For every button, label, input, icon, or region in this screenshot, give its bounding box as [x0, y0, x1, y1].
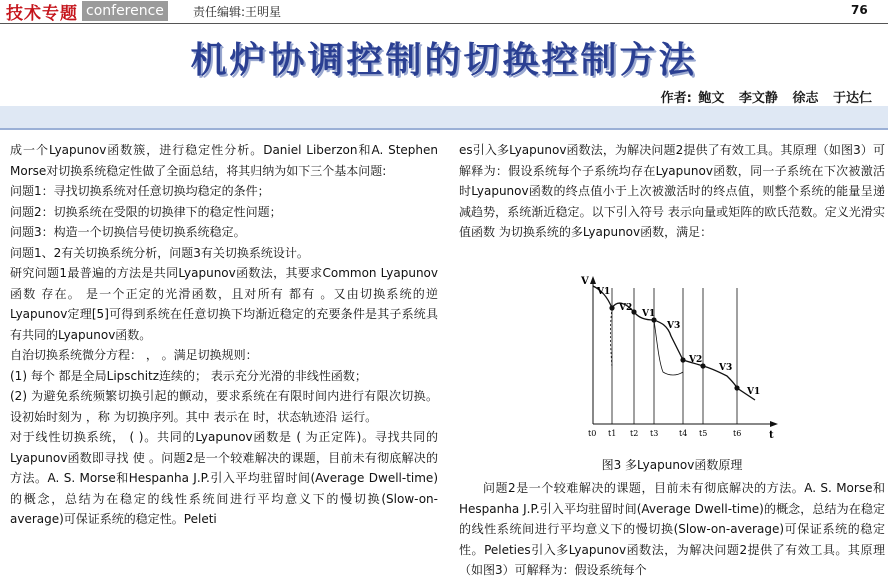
paragraph: 自治切换系统微分方程： ， 。满足切换规则： [10, 348, 258, 362]
paragraph: 问题2：切换系统在受限的切换律下的稳定性问题； [10, 204, 282, 219]
author-name: 李文静 [738, 91, 778, 106]
paragraph: 成一个Lyapunov函数簇，进行稳定性分析。Daniel Liberzon和A. Stephen Morse对切换系统稳定性做了全面总结，将其归纳为如下三个基本问题: [10, 143, 438, 178]
page-number: 76 [851, 3, 868, 17]
tick-label: t0 [588, 429, 597, 438]
author-name: 鲍文 [698, 91, 725, 106]
curve-label: V3 [719, 363, 733, 373]
y-axis-label: V [581, 276, 589, 287]
figure-svg [579, 272, 779, 442]
section-brand [6, 0, 168, 22]
section-tag: conference [82, 1, 168, 21]
paragraph: 问题3：构造一个切换信号使切换系统稳定。 [10, 225, 246, 239]
right-column [459, 140, 885, 243]
figure-caption: 图3 多Lyapunov函数原理 [601, 458, 743, 472]
tick-label: t1 [608, 429, 617, 438]
paragraph: 研究问题1最普遍的方法是共同Lyapunov函数法，其要求Common Lyapunov函数 存在。 是一个正定的光滑函数，且对所有 都有 。又由切换系统的逆Lyapunov定理[5]可得到系统在任意切换下均渐近稳定的充要条件是其子系统具有共同的Lyapunov函数。 [10, 266, 438, 342]
switch-point [734, 385, 739, 390]
right-column-continued [459, 478, 885, 581]
lyapunov-curve [593, 286, 755, 400]
editor-credit: 责任编辑:王明星 [193, 5, 282, 19]
tick-label: t3 [650, 429, 659, 438]
paragraph: (1) 每个 都是全局Lipschitz连续的； 表示充分光滑的非线性函数； [10, 368, 367, 383]
tick-label: t2 [630, 429, 639, 438]
curve-label: V2 [689, 355, 703, 365]
curve-label: V2 [619, 303, 633, 313]
section-name: 技术专题 [6, 3, 78, 24]
figure-lyapunov [579, 272, 779, 442]
tick-label: t5 [699, 429, 708, 438]
author-name: 于达仁 [832, 91, 872, 106]
article-title: 机炉协调控制的切换控制方法 [190, 40, 698, 81]
y-axis-arrow [590, 276, 596, 284]
author-label: 作者: [660, 91, 692, 106]
paragraph: 问题2是一个较难解决的课题，目前未有彻底解决的方法。A. S. Morse和Hespanha J.P.引入平均驻留时间(Average Dwell-time)的概念，总结为在稳定的线性系统间进行平均意义下的慢切换(Slow-on-average)可保证系统的稳定性。Peleties引入多Lyapunov函数法，为解决问题2提供了有效工具。其原理（如图3）可解释为：假设系统每个 [459, 481, 885, 577]
tick-label: t4 [679, 429, 688, 438]
x-axis-arrow [770, 421, 778, 427]
curve-label: V1 [642, 309, 656, 319]
page-header [0, 0, 888, 24]
paragraph: (2) 为避免系统频繁切换引起的颤动，要求系统在有限时间内进行有限次切换。设初始时刻为 ，称 为切换序列。其中 表示在 时，状态轨迹沿 运行。 [10, 389, 438, 424]
author-name: 徐志 [792, 91, 819, 106]
curve-label: V3 [667, 321, 681, 331]
header-band [0, 106, 888, 128]
left-column [10, 140, 438, 530]
header-band-rule [0, 128, 888, 130]
header-rule [0, 23, 888, 24]
curve-label: V1 [597, 287, 611, 297]
author-line [661, 87, 872, 106]
paragraph: 问题1、2有关切换系统分析，问题3有关切换系统设计。 [10, 245, 309, 260]
curve-label: V1 [747, 387, 761, 397]
paragraph: es引入多Lyapunov函数法，为解决问题2提供了有效工具。其原理（如图3）可解释为：假设系统每个子系统均存在Lyapunov函数，同一子系统在下次被激活时Lyapunov函数的终点值小于上次被激活时的终点值，则整个系统的能量呈递减趋势，系统渐近稳定。以下引入符号 表示向量或矩阵的欧氏范数。定义光滑实值函数 为切换系统的多Lyapunov函数，满足： [459, 143, 885, 239]
x-axis-label: t [769, 430, 774, 441]
switch-point [680, 357, 685, 362]
paragraph: 问题1：寻找切换系统对任意切换均稳定的条件； [10, 184, 270, 198]
switch-point [609, 305, 614, 310]
tick-label: t6 [733, 429, 742, 438]
paragraph: 对于线性切换系统， ( )。共同的Lyapunov函数是 ( 为正定阵)。寻找共同的Lyapunov函数即寻找 使 。问题2是一个较难解决的课题，目前未有彻底解决的方法。A. S. Morse和Hespanha J.P.引入平均驻留时间(Average Dwell-time)的概念，总结为在稳定的线性系统间进行平均意义下的慢切换(Slow-on-average)可保证系统的稳定性。Peleti [10, 430, 438, 526]
